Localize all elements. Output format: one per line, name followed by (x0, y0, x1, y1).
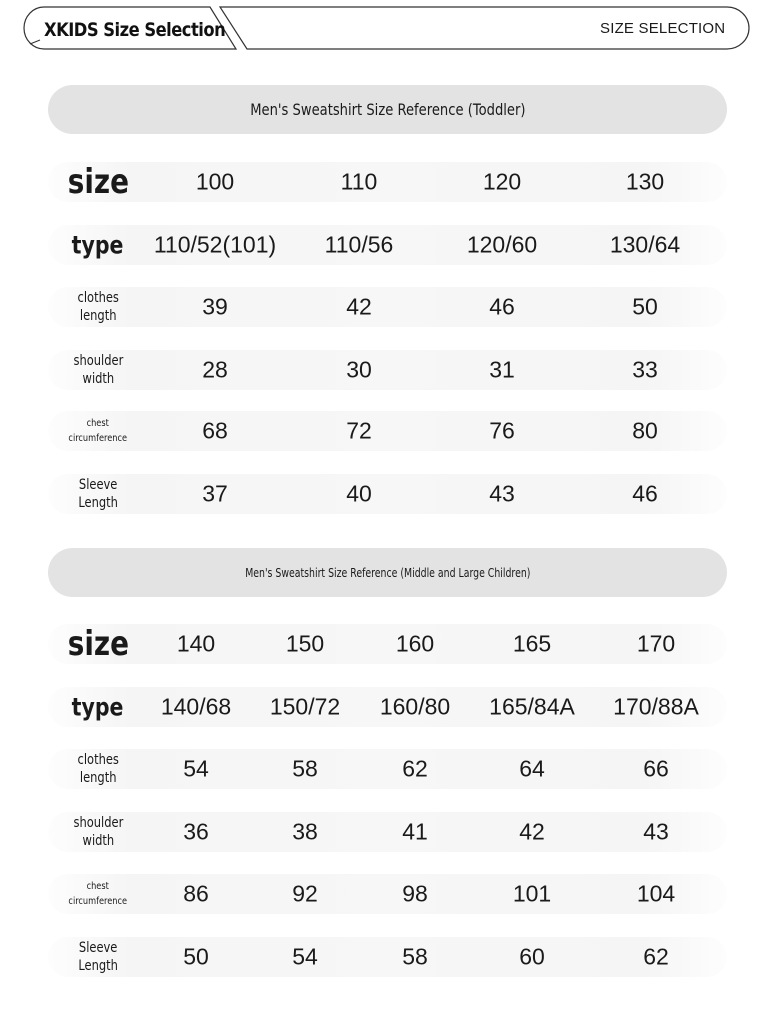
table-cell: 58 (292, 755, 318, 782)
page-header (0, 0, 774, 60)
table-cell: 36 (183, 818, 209, 845)
table-cell: 150/72 (269, 693, 341, 720)
row-label: size (67, 162, 129, 202)
table-title: Men's Sweatshirt Size Reference (Toddler) (249, 100, 526, 119)
table-cell: 46 (489, 293, 515, 320)
row-label: shoulder width (73, 352, 123, 387)
row-label: type (72, 230, 124, 260)
table-cell: 150 (285, 630, 325, 657)
table-cell: 100 (195, 168, 235, 195)
table-cell: 104 (636, 880, 676, 907)
table-cell: 39 (202, 293, 228, 320)
table-title-banner (48, 85, 727, 134)
table-cell: 43 (643, 818, 669, 845)
table-cell: 130/64 (609, 231, 681, 258)
row-label: shoulder width (73, 814, 123, 849)
table-cell: 130 (625, 168, 665, 195)
table-row (48, 874, 727, 914)
row-label: type (72, 692, 124, 722)
table-cell: 98 (402, 880, 428, 907)
row-label: chest circumference (68, 418, 128, 444)
table-cell: 110/56 (324, 231, 394, 258)
table-cell: 160 (395, 630, 435, 657)
table-cell: 37 (202, 480, 228, 507)
table-row (48, 411, 727, 451)
table-cell: 72 (346, 417, 372, 444)
table-cell: 66 (643, 755, 669, 782)
table-row (48, 812, 727, 852)
table-cell: 62 (402, 755, 428, 782)
table-cell: 120 (482, 168, 522, 195)
row-label: clothes length (77, 751, 119, 786)
row-label: size (67, 624, 129, 664)
table-row (48, 687, 727, 727)
table-cell: 110/52(101) (153, 231, 277, 258)
table-cell: 76 (489, 417, 515, 444)
table-cell: 50 (183, 943, 209, 970)
table-cell: 41 (402, 818, 428, 845)
row-label: chest circumference (68, 881, 128, 907)
table-row (48, 624, 727, 664)
table-cell: 33 (632, 356, 658, 383)
table-cell: 50 (632, 293, 658, 320)
row-label: clothes length (77, 289, 119, 324)
table-cell: 160/80 (379, 693, 451, 720)
table-cell: 170 (636, 630, 676, 657)
size-selection-label: SIZE SELECTION (600, 20, 726, 37)
table-row (48, 162, 727, 202)
table-row (48, 287, 727, 327)
table-cell: 62 (643, 943, 669, 970)
table-row (48, 937, 727, 977)
table-title: Men's Sweatshirt Size Reference (Middle and Large Children) (244, 565, 531, 580)
table-cell: 38 (292, 818, 318, 845)
table-cell: 68 (202, 417, 228, 444)
table-cell: 140 (176, 630, 216, 657)
table-cell: 80 (632, 417, 658, 444)
table-cell: 40 (346, 480, 372, 507)
table-cell: 31 (489, 356, 515, 383)
table-cell: 28 (202, 356, 228, 383)
table-row (48, 474, 727, 514)
table-cell: 86 (183, 880, 209, 907)
table-cell: 42 (519, 818, 545, 845)
table-cell: 43 (489, 480, 515, 507)
table-cell: 120/60 (466, 231, 538, 258)
table-cell: 165 (512, 630, 552, 657)
table-cell: 110 (340, 168, 378, 195)
table-cell: 64 (519, 755, 545, 782)
table-title-banner (48, 548, 727, 597)
table-cell: 92 (292, 880, 318, 907)
table-cell: 60 (519, 943, 545, 970)
table-cell: 58 (402, 943, 428, 970)
table-cell: 46 (632, 480, 658, 507)
table-row (48, 749, 727, 789)
table-cell: 140/68 (160, 693, 232, 720)
table-cell: 101 (512, 880, 552, 907)
table-row (48, 225, 727, 265)
table-cell: 54 (292, 943, 318, 970)
table-cell: 30 (346, 356, 372, 383)
row-label: Sleeve Length (78, 476, 118, 511)
row-label: Sleeve Length (78, 939, 118, 974)
table-cell: 54 (183, 755, 209, 782)
table-row (48, 350, 727, 390)
brand-title: XKIDS Size Selection (44, 19, 226, 41)
table-cell: 42 (346, 293, 372, 320)
table-cell: 170/88A (613, 693, 699, 720)
table-cell: 165/84A (489, 693, 575, 720)
